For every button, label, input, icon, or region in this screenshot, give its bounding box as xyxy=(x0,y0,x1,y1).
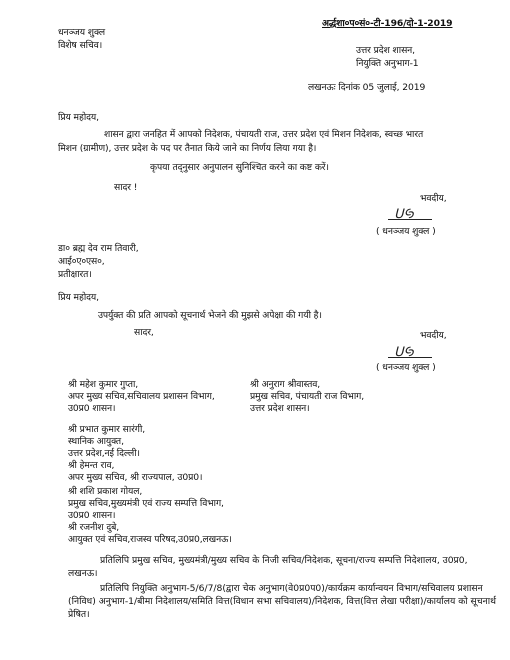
salutation-2: प्रिय महोदय, xyxy=(58,292,99,303)
letter-date: लखनऊः दिनांक 05 जुलाई, 2019 xyxy=(308,82,426,93)
body-2: उपर्युक्त की प्रति आपको सूचनार्थ भेजने की मुझसे अपेक्षा की गयी है। xyxy=(98,310,322,321)
copy-left-5: स्थानिक आयुक्त, xyxy=(68,436,124,447)
copy-right-2: उत्तर प्रदेश शासन। xyxy=(250,403,310,414)
signatory-name-1: ( धनञ्जय शुक्ल ) xyxy=(376,226,436,237)
recipient-service: आई०ए०एस०, xyxy=(58,256,105,267)
copy-right-0: श्री अनुराग श्रीवास्तव, xyxy=(250,379,321,390)
copy-left-6: उत्तर प्रदेश,नई दिल्ली। xyxy=(68,448,140,459)
yours-1: भवदीय, xyxy=(420,193,447,204)
signatory-name-2: ( धनञ्जय शुक्ल ) xyxy=(376,362,436,373)
recipient-status: प्रतीक्षारत। xyxy=(58,269,92,280)
copy-left-12: श्री रजनीश दुबे, xyxy=(68,522,120,533)
recipient-name: डा० ब्रह्म देव राम तिवारी, xyxy=(58,243,139,254)
yours-2: भवदीय, xyxy=(420,330,447,341)
signature-2: ᑌꚸ xyxy=(394,345,414,360)
copy-left-11: उ0प्र0 शासन। xyxy=(68,510,116,521)
signature-1: ᑌꚸ xyxy=(394,207,414,222)
sender-designation: विशेष सचिव। xyxy=(58,40,103,51)
closing-2: सादर, xyxy=(134,327,154,338)
body-line-1: शासन द्वारा जनहित में आपको निदेशक, पंचायती राज, उत्तर प्रदेश एवं मिशन निदेशक, स्वच्छ भारत xyxy=(104,129,424,140)
closing-1: सादर ! xyxy=(114,182,138,193)
department-line1: उत्तर प्रदेश शासन, xyxy=(356,45,415,56)
department-line2: नियुक्ति अनुभाग-1 xyxy=(356,58,419,69)
copy-left-10: प्रमुख सचिव,मुख्यमंत्री एवं राज्य सम्पत्ति विभाग, xyxy=(68,498,224,509)
copy-left-7: श्री हेमन्त राव, xyxy=(68,460,115,471)
copy-left-0: श्री महेश कुमार गुप्ता, xyxy=(68,379,139,390)
copy-left-9: श्री शशि प्रकाश गोयल, xyxy=(68,486,143,497)
copy-right-1: प्रमुख सचिव, पंचायती राज विभाग, xyxy=(250,391,365,402)
sender-name: धनञ्जय शुक्ल xyxy=(58,27,105,38)
salutation-1: प्रिय महोदय, xyxy=(58,112,99,123)
copy-left-2: उ0प्र0 शासन। xyxy=(68,403,116,414)
signature-underline-2 xyxy=(388,357,432,358)
signature-underline-1 xyxy=(388,219,432,220)
reference-number: अर्द्धशा०प०सं०-टी-196/दो-1-2019 xyxy=(322,18,453,29)
copy-left-13: आयुक्त एवं सचिव,राजस्व परिषद,उ0प्र0,लखनऊ। xyxy=(68,534,232,545)
body-line-3: कृपया तद्नुसार अनुपालन सुनिश्चित करने का कष्ट करें। xyxy=(150,162,329,173)
body-line-2: मिशन (ग्रामीण), उत्तर प्रदेश के पद पर तैनात किये जाने का निर्णय लिया गया है। xyxy=(58,143,317,154)
copy-left-4: श्री प्रभात कुमार सारंगी, xyxy=(68,424,146,435)
copy-left-1: अपर मुख्य सचिव,सचिवालय प्रशासन विभाग, xyxy=(68,391,215,402)
copy-paragraph-1: प्रतिलिपि प्रमुख सचिव, मुख्यमंत्री/मुख्य सचिव के निजी सचिव/निदेशक, सूचना/राज्य सम्पत्ति निदेशालय, उ0प्र0, लखनऊ। xyxy=(68,555,468,579)
copy-paragraph-2: प्रतिलिपि नियुक्ति अनुभाग-5/6/7/8(द्वारा चेक अनुभाग(वे0प्र0प0)/कार्यक्रम कार्यान्वयन विभाग/सचिवालय प्रशासन (निविध) अनुभाग-1/बीमा निदेशालय/समिति वित्त(विधान सभा सचिवालय)/निदेशक, वित्त(वित्त लेखा परीक्षा)/कार्यालय को सूचनार्थ प्रेषित। xyxy=(68,583,496,620)
copy-left-8: अपर मुख्य सचिव, श्री राज्यपाल, उ0प्र0। xyxy=(68,472,203,483)
